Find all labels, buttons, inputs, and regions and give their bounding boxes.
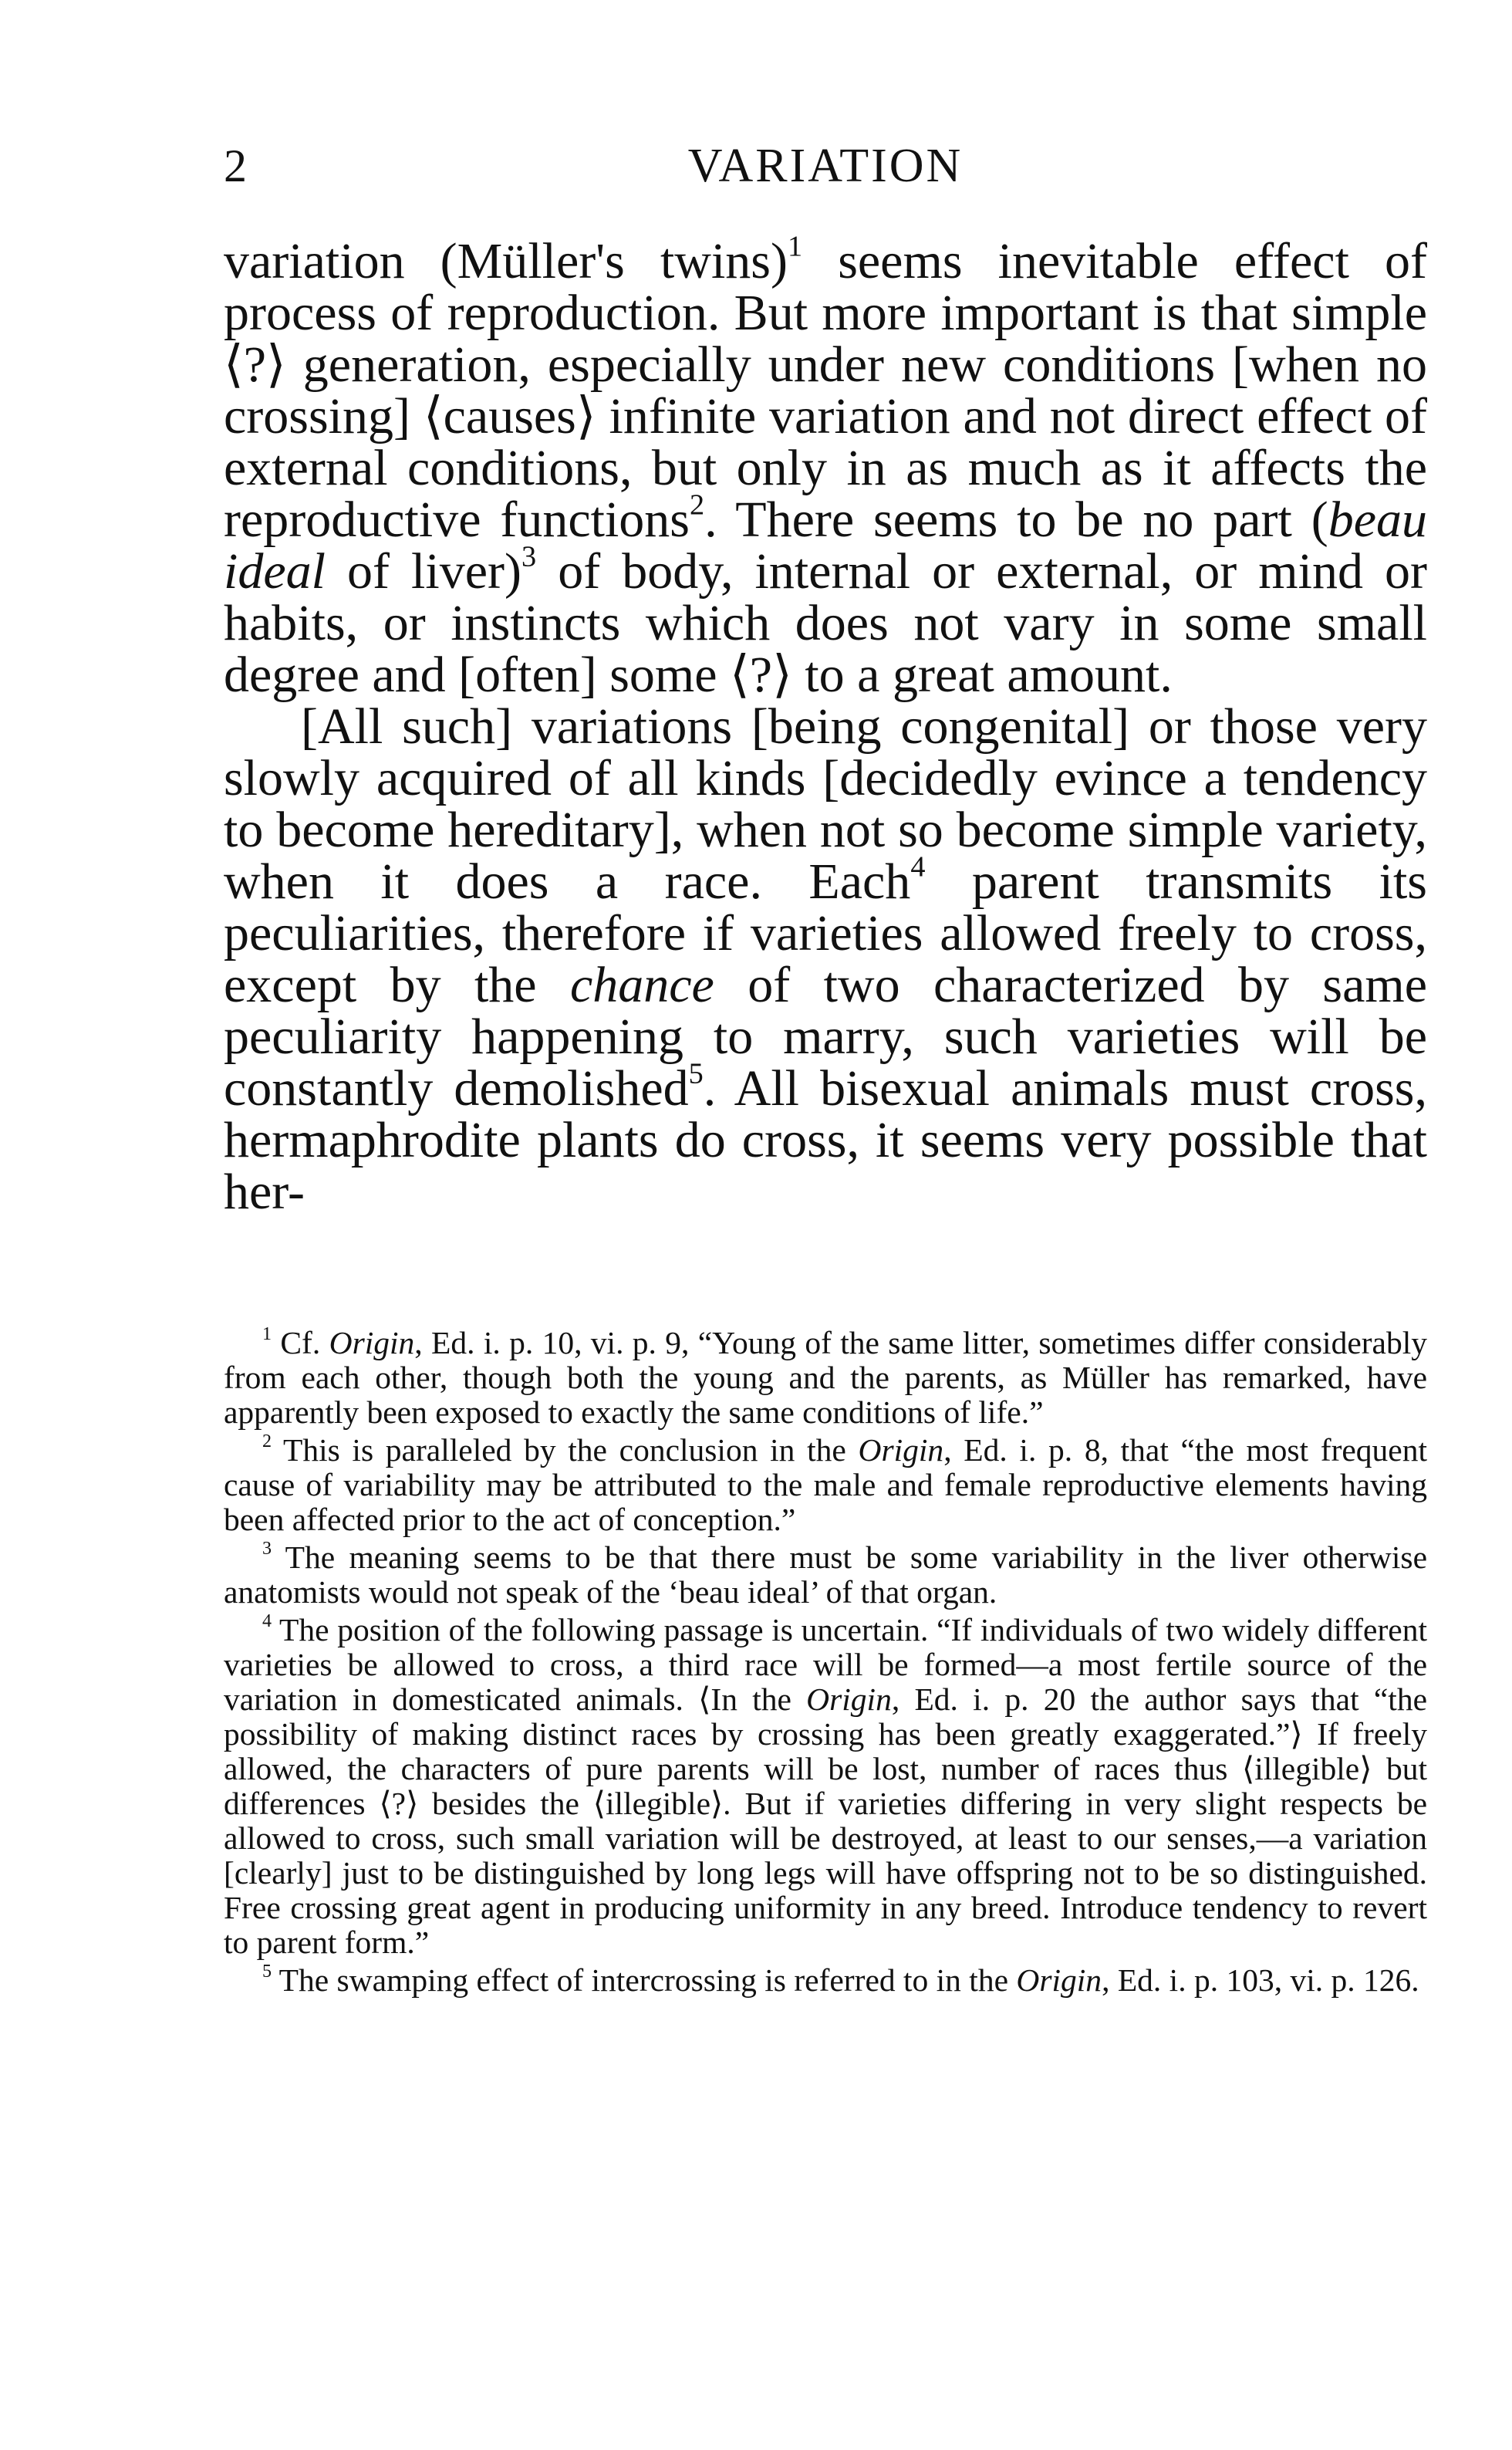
text-run: of two characterized by same peculiarity happening to marry, such varieties will be constantly demolished bbox=[224, 957, 1427, 1117]
text-run: The swamping effect of intercrossing is referred to in the bbox=[272, 1962, 1017, 1998]
footnote-number: 5 bbox=[262, 1961, 272, 1982]
text-run: , Ed. i. p. 103, vi. p. 126. bbox=[1102, 1962, 1419, 1998]
text-run: The position of the following passage is uncertain. “If individuals of two widely different varieties be allowed to cross, a third race will be formed—a most fertile source of the variation in domesticated animals. ⟨In the bbox=[224, 1612, 1427, 1717]
text-run: The meaning seems to be that there must be some variability in the liver otherwise anatomists would not speak of the ‘beau ideal’ of that organ. bbox=[224, 1539, 1427, 1610]
footnote-ref-4: 4 bbox=[910, 850, 926, 884]
footnote-number: 1 bbox=[262, 1323, 272, 1344]
text-run: [All such] variations [being congenital] or those very slowly acquired of all kinds [decidedly evince a tendency to become hereditary], when not so become simple variety, when it does a race. Each bbox=[224, 698, 1427, 910]
text-run: , Ed. i. p. 8, that “the most frequent cause of variability may be attributed to the male and female reproductive elements having been affected prior to the act of conception.” bbox=[224, 1432, 1428, 1537]
text-run: . There seems to be no part ( bbox=[704, 492, 1328, 548]
footnote-number: 4 bbox=[262, 1610, 272, 1631]
footnote-2 bbox=[224, 1433, 1427, 1537]
footnote-1 bbox=[224, 1323, 1428, 1430]
running-head: VARIATION bbox=[687, 140, 964, 192]
footnote-number: 3 bbox=[262, 1538, 272, 1559]
paragraph-1 bbox=[224, 230, 1428, 703]
footnote-number: 2 bbox=[262, 1431, 272, 1451]
italic-title: Origin bbox=[1016, 1962, 1102, 1998]
footnote-3 bbox=[224, 1540, 1427, 1610]
page-header bbox=[224, 131, 1427, 201]
italic-word: chance bbox=[569, 957, 714, 1013]
italic-title: Origin bbox=[329, 1325, 415, 1360]
text-run: This is paralleled by the conclusion in the bbox=[272, 1432, 859, 1468]
footnote-ref-5: 5 bbox=[688, 1057, 704, 1090]
text-run: . All bisexual animals must cross, hermaphrodite plants do cross, it seems very possible that her- bbox=[224, 1060, 1427, 1220]
text-run: , Ed. i. p. 20 the author says that “the possibility of making distinct races by crossing has been greatly exaggerated.”⟩ If freely allowed, the characters of pure parents will be lost, number of races thus ⟨illegible⟩ but differences ⟨?⟩ besides the ⟨illegible⟩. But if varieties differing in very slight respects be allowed to cross, such small variation will be destroyed, at least to our senses,—a variation [clearly] just to be distinguished by long legs will have offspring not to be so distinguished. Free crossing great agent in producing uniformity in any breed. Introduce tendency to revert to parent form.” bbox=[224, 1681, 1427, 1960]
footnote-ref-2: 2 bbox=[689, 488, 705, 522]
footnotes bbox=[224, 1323, 1428, 2001]
text-run: parent transmits its peculiarities, therefore if varieties allowed freely to cross, except by the bbox=[224, 853, 1427, 1013]
italic-phrase: beau ideal bbox=[224, 492, 1427, 600]
text-run: , Ed. i. p. 10, vi. p. 9, “Young of the same litter, sometimes differ considerably from each other, though both the young and the parents, as Müller has remarked, have apparently been exposed to exactly the same conditions of life.” bbox=[224, 1325, 1428, 1430]
footnote-ref-3: 3 bbox=[521, 540, 537, 573]
main-text bbox=[224, 230, 1428, 1220]
text-run: variation (Müller's twins) bbox=[224, 233, 788, 289]
text-run: of liver) bbox=[325, 543, 521, 600]
text-run: Cf. bbox=[272, 1325, 329, 1360]
footnote-5 bbox=[224, 1963, 1427, 1998]
footnote-ref-1: 1 bbox=[787, 230, 803, 263]
paragraph-2 bbox=[224, 698, 1427, 1220]
italic-title: Origin bbox=[806, 1681, 892, 1717]
italic-title: Origin bbox=[858, 1432, 944, 1468]
text-run: of body, internal or external, or mind or habits, or instincts which does not vary in some small degree and [often] some ⟨?⟩ to a great amount. bbox=[224, 543, 1428, 703]
text-run: seems inevitable effect of process of reproduction. But more important is that simple ⟨?⟩ generation, especially under new conditions [when no crossing] ⟨causes⟩ infinite variation and not direct effect of external conditions, but only in as much as it affects the reproductive functions bbox=[224, 233, 1427, 548]
page-number: 2 bbox=[224, 140, 247, 191]
footnote-4 bbox=[224, 1610, 1427, 1960]
